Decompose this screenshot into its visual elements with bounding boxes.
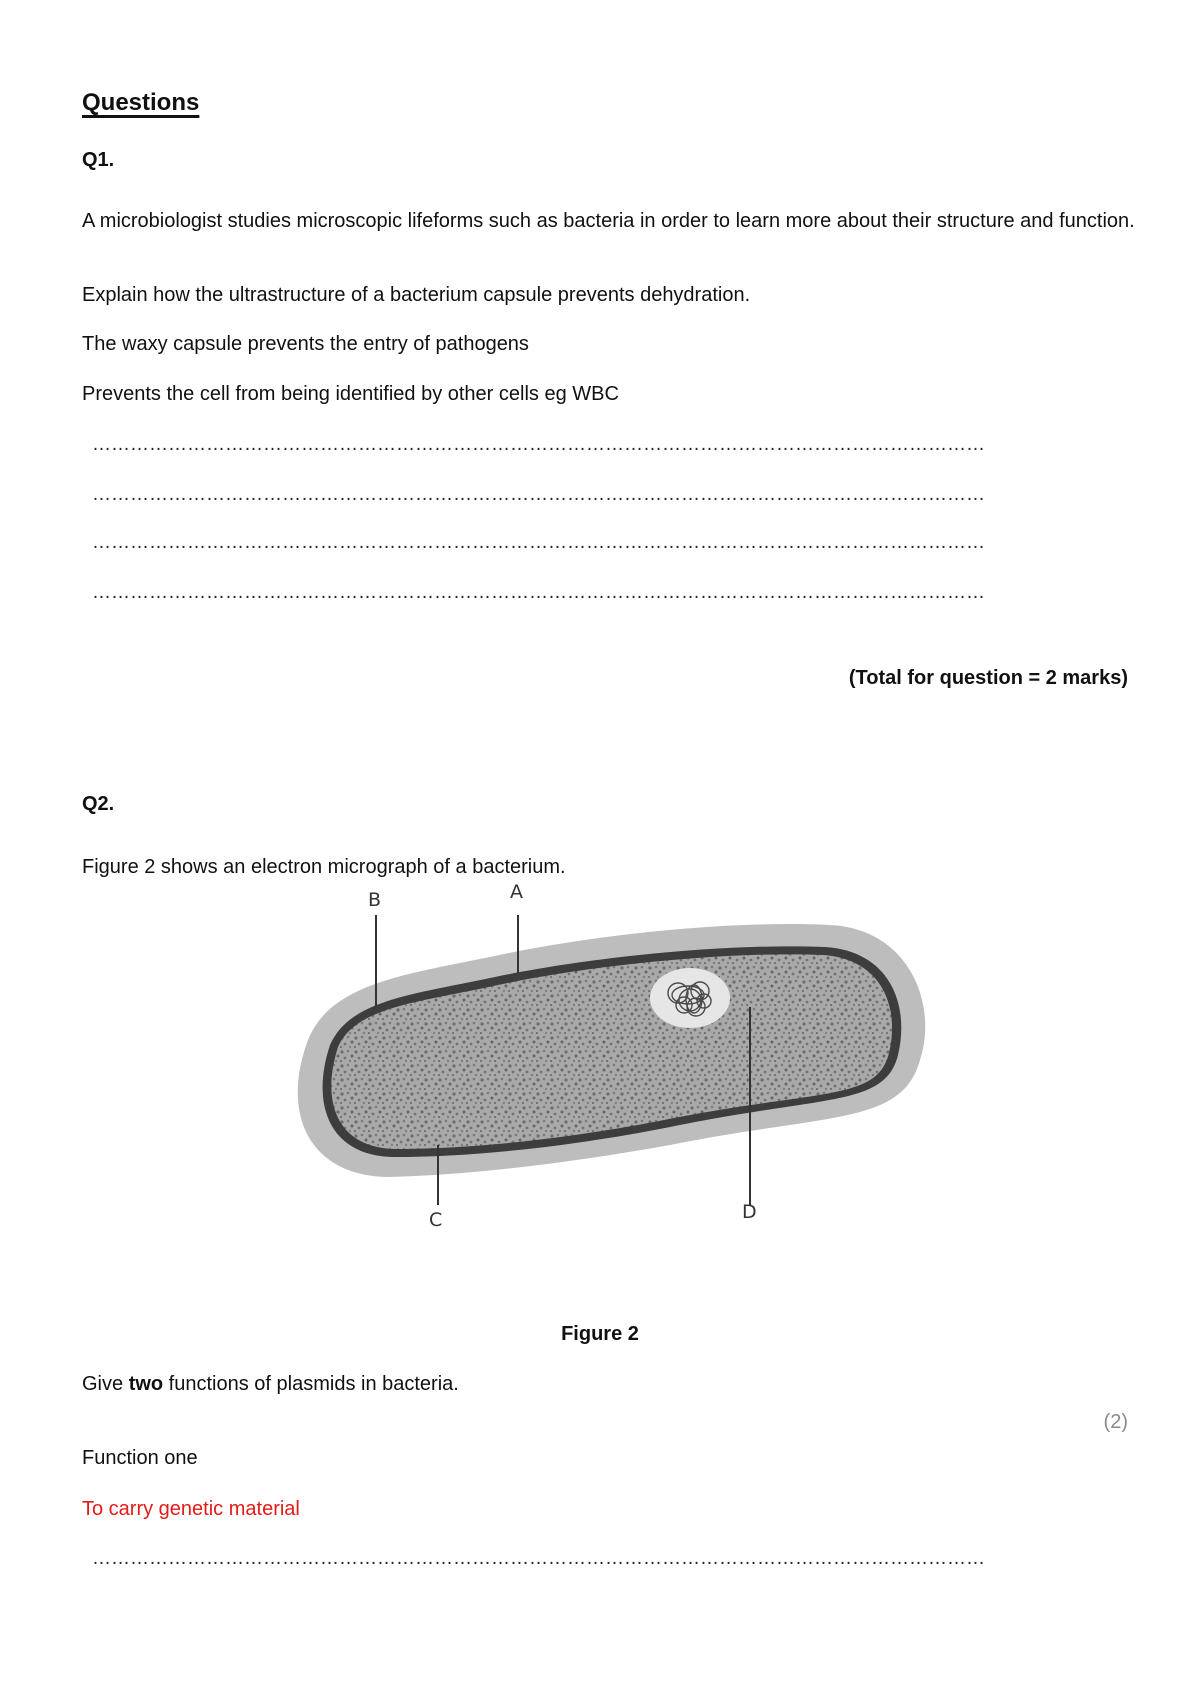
q2-prompt-bold: two bbox=[128, 1373, 164, 1395]
figure-label-b: B bbox=[368, 889, 382, 911]
q1-answer-dotted-line[interactable]: …………………………………………………………………………………………………………………………… bbox=[92, 582, 985, 603]
page-heading: Questions bbox=[82, 89, 200, 116]
q2-number: Q2. bbox=[82, 793, 115, 815]
q2-marks: (2) bbox=[1103, 1411, 1128, 1433]
q1-prompt: Explain how the ultrastructure of a bacterium capsule prevents dehydration. bbox=[82, 284, 751, 306]
q1-answer-dotted-line[interactable]: …………………………………………………………………………………………………………………………… bbox=[92, 532, 985, 553]
q1-answer-line-1: The waxy capsule prevents the entry of pathogens bbox=[82, 333, 529, 355]
bacterium-figure bbox=[270, 881, 940, 1305]
q1-total-marks: (Total for question = 2 marks) bbox=[848, 667, 1128, 689]
figure-label-d: D bbox=[742, 1201, 757, 1223]
q2-prompt-pre: Give bbox=[82, 1373, 129, 1395]
q1-answer-line-2: Prevents the cell from being identified by other cells eg WBC bbox=[82, 383, 619, 405]
q2-intro: Figure 2 shows an electron micrograph of a bacterium. bbox=[82, 856, 566, 878]
q2-answer-dotted-line[interactable]: …………………………………………………………………………………………………………………………… bbox=[92, 1548, 985, 1569]
q1-number: Q1. bbox=[82, 149, 115, 171]
plasmid-region bbox=[650, 968, 730, 1028]
q1-answer-dotted-line[interactable]: …………………………………………………………………………………………………………………………… bbox=[92, 484, 985, 505]
q1-answer-dotted-line[interactable]: …………………………………………………………………………………………………………………………… bbox=[92, 434, 985, 455]
q2-prompt bbox=[82, 1372, 459, 1397]
figure-label-c: C bbox=[429, 1209, 443, 1231]
q2-prompt-post: functions of plasmids in bacteria. bbox=[163, 1373, 459, 1395]
q2-function-one-answer: To carry genetic material bbox=[82, 1498, 300, 1520]
q1-intro: A microbiologist studies microscopic lifeforms such as bacteria in order to learn more about their structure and function. bbox=[82, 210, 1135, 232]
q2-function-one-label: Function one bbox=[82, 1447, 198, 1469]
figure-label-a: A bbox=[510, 881, 523, 903]
figure-caption: Figure 2 bbox=[561, 1323, 639, 1345]
bacterium-diagram bbox=[270, 895, 940, 1305]
